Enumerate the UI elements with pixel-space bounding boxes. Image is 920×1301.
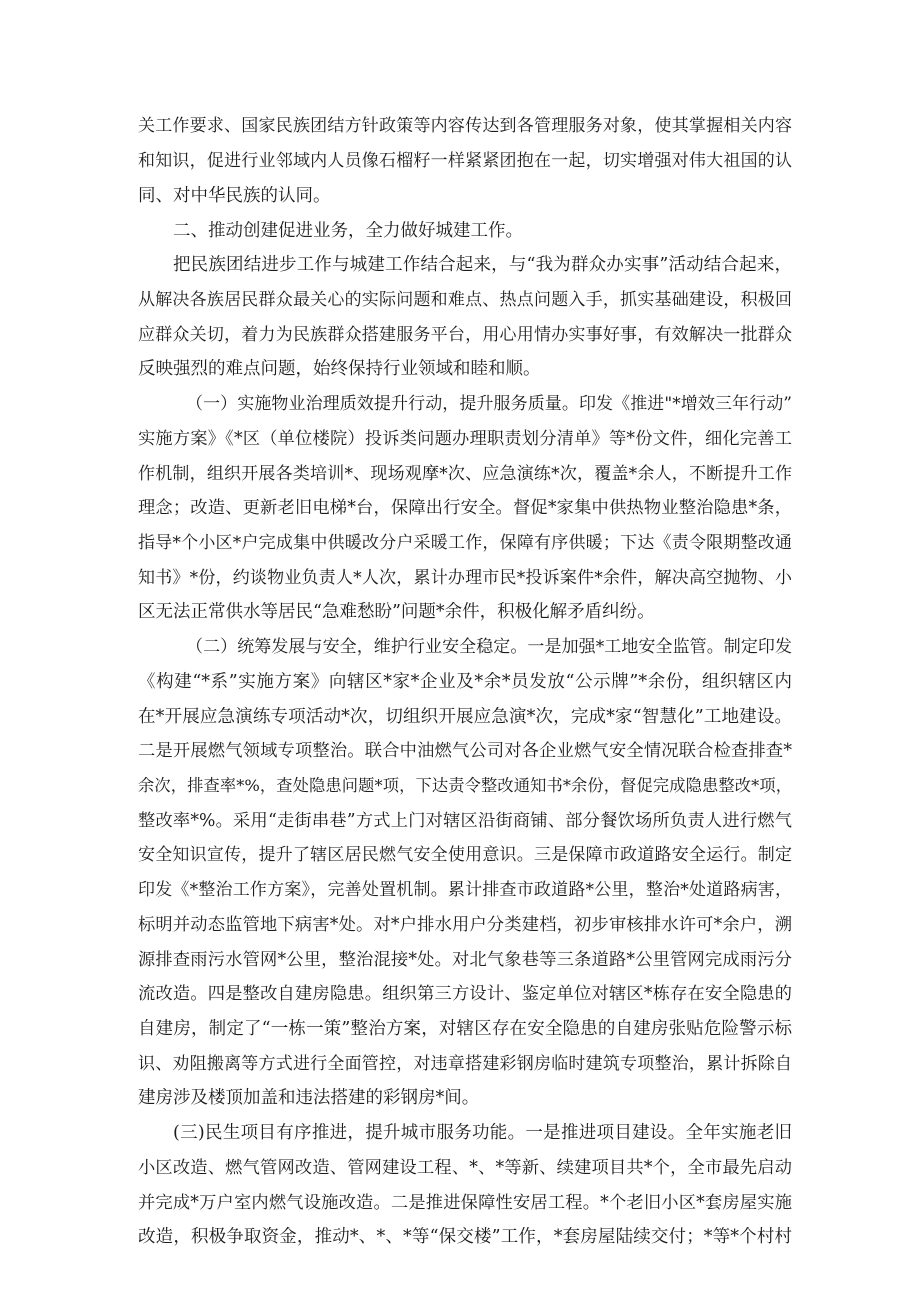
- text-line: 改造，积极争取资金，推动*、*、*等“保交楼”工作，*套房屋陆续交付；*等*个村村: [138, 1227, 792, 1247]
- text-line: 把民族团结进步工作与城建工作结合起来，与“我为群众办实事”活动结合起来，: [173, 255, 792, 275]
- text-line: 在*开展应急演练专项活动*次，切组织开展应急演*次，完成*家“智慧化”工地建设。: [138, 707, 792, 727]
- text-line: 标明并动态监管地下病害*处。对*户排水用户分类建档，初步审核排水许可*余户，溯: [138, 915, 792, 935]
- text-line: 二是开展燃气领域专项整治。联合中油燃气公司对各企业燃气安全情况联合检查排查*: [138, 741, 792, 761]
- text-line: 识、劝阻搬离等方式进行全面管控，对违章搭建彩钢房临时建筑专项整治，累计拆除自: [138, 1054, 792, 1074]
- text-line: 《构建“*系”实施方案》向辖区*家*企业及*余*员发放“公示牌”*余份，组织辖区内: [138, 672, 792, 692]
- text-line: 流改造。四是整改自建房隐患。组织第三方设计、鉴定单位对辖区*栋存在安全隐患的: [138, 984, 792, 1004]
- text-line: 指导*个小区*户完成集中供暖改分户采暖工作，保障有序供暖；下达《责令限期整改通: [138, 533, 792, 553]
- text-line: 小区改造、燃气管网改造、管网建设工程、*、*等新、续建项目共*个，全市最先启动: [138, 1158, 792, 1178]
- text-line: 理念；改造、更新老旧电梯*台，保障出行安全。督促*家集中供热物业整治隐患*条，: [138, 498, 792, 518]
- text-line: 印发《*整治工作方案》，完善处置机制。累计排查市政道路*公里，整治*处道路病害，: [138, 880, 792, 900]
- text-line: 应群众关切，着力为民族群众搭建服务平台，用心用情办实事好事，有效解决一批群众: [138, 325, 792, 345]
- text-line: 区无法正常供水等居民“急难愁盼”问题*余件，积极化解矛盾纠纷。: [138, 602, 655, 622]
- subsection-heading-line: (三)民生项目有序推进，提升城市服务功能。一是推进项目建设。全年实施老旧: [173, 1123, 792, 1143]
- text-line: 知书》*份，约谈物业负责人*人次，累计办理市民*投诉案件*余件，解决高空抛物、小: [138, 568, 792, 588]
- text-line: 实施方案》《*区（单位楼院）投诉类问题办理职责划分清单》等*份文件，细化完善工: [138, 429, 792, 449]
- text-line: 作机制，组织开展各类培训*、现场观摩*次、应急演练*次，覆盖*余人，不断提升工作: [138, 464, 792, 484]
- text-line: 安全知识宣传，提升了辖区居民燃气安全使用意识。三是保障市政道路安全运行。制定: [138, 845, 792, 865]
- text-line: 关工作要求、国家民族团结方针政策等内容传达到各管理服务对象，使其掌握相关内容: [138, 116, 792, 136]
- text-line: 同、对中华民族的认同。: [138, 186, 331, 206]
- text-line: 建房涉及楼顶加盖和违法搭建的彩钢房*间。: [138, 1088, 480, 1108]
- text-line: 从解决各族居民群众最关心的实际问题和难点、热点问题入手，抓实基础建设，积极回: [138, 290, 792, 310]
- section-heading: 二、推动创建促进业务，全力做好城建工作。: [173, 221, 523, 241]
- text-line: 反映强烈的难点问题，始终保持行业领域和睦和顺。: [138, 359, 541, 379]
- text-line: 和知识，促进行业邻域内人员像石榴籽一样紧紧团抱在一起，切实增强对伟大祖国的认: [138, 151, 792, 171]
- text-line: 整改率*%。采用“走街串巷”方式上门对辖区沿街商铺、部分餐饮场所负责人进行燃气: [138, 811, 792, 831]
- text-line: 余次，排查率*%，查处隐患问题*项，下达责令整改通知书*余份，督促完成隐患整改*项，: [138, 776, 792, 795]
- subsection-heading-line: （一）实施物业治理质效提升行动，提升服务质量。印发《推进"*增效三年行动”: [186, 394, 792, 414]
- text-line: 自建房，制定了“一栋一策”整治方案，对辖区存在安全隐患的自建房张贴危险警示标: [138, 1019, 792, 1039]
- text-line: 源排查雨污水管网*公里，整治混接*处。对北气象巷等三条道路*公里管网完成雨污分: [138, 950, 792, 970]
- text-line: 并完成*万户室内燃气设施改造。二是推进保障性安居工程。*个老旧小区*套房屋实施: [138, 1193, 792, 1213]
- subsection-heading-line: （二）统筹发展与安全，维护行业安全稳定。一是加强*工地安全监管。制定印发: [186, 637, 792, 657]
